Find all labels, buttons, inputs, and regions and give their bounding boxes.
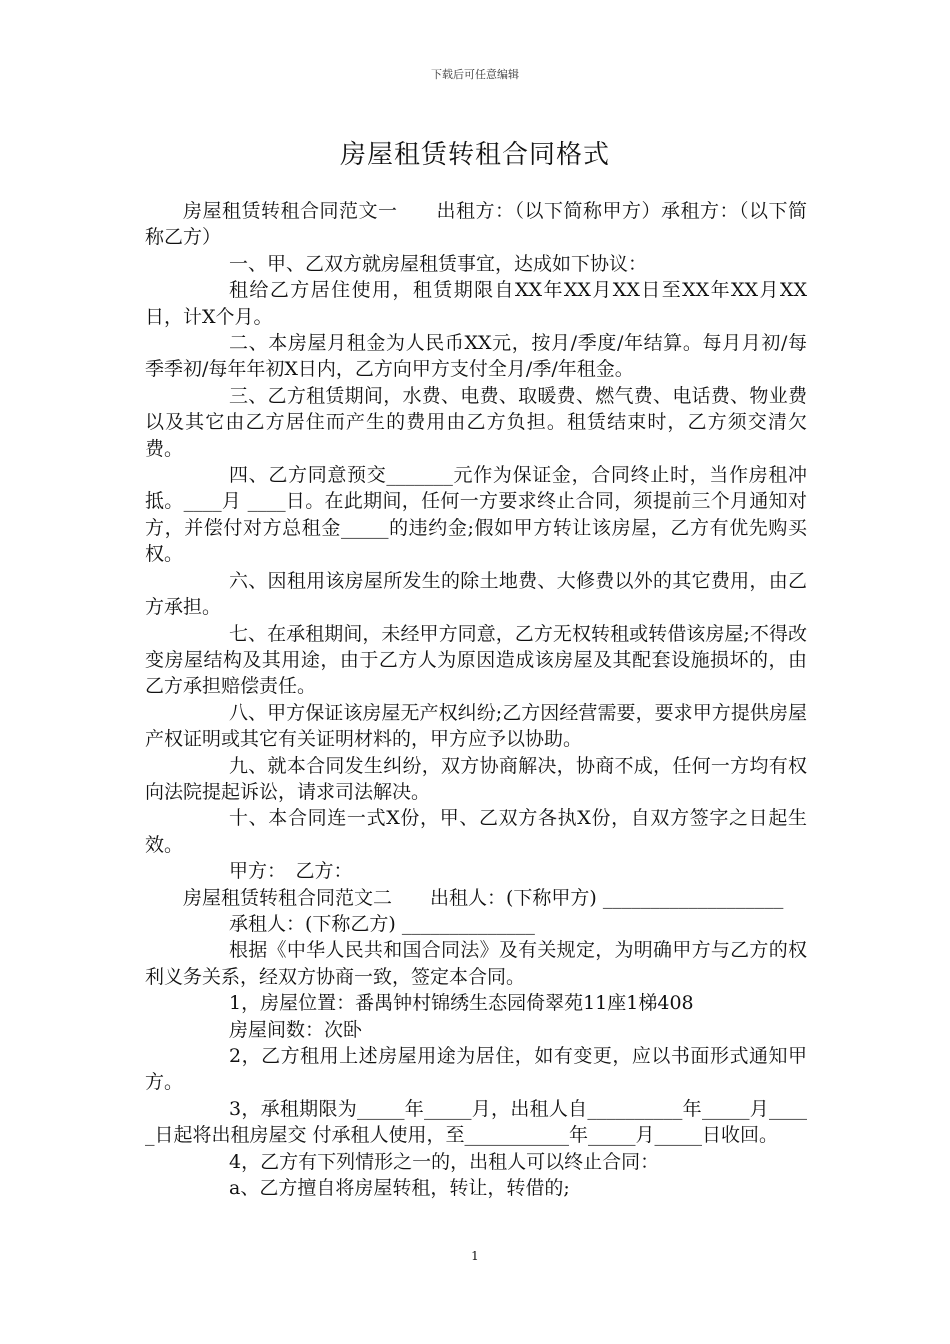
paragraph-sample-two-lessor: 房屋租赁转租合同范文二 出租人：(下称甲方) ___________________ bbox=[183, 886, 784, 909]
paragraph-item-3-term: 3，承租期限为_____年_____月，出租人自__________年_____月_____日起将出租房屋交 付承租人使用，至___________年_____月_____日收回。 bbox=[145, 1097, 807, 1147]
document-body bbox=[145, 198, 807, 1201]
page-number: 1 bbox=[471, 1249, 479, 1263]
paragraph-sample-one-parties: 房屋租赁转租合同范文一 出租方：（以下简称甲方）承租方：（以下简称乙方） bbox=[145, 200, 807, 249]
paragraph-item-4a: a、乙方擅自将房屋转租，转让，转借的; bbox=[229, 1177, 570, 1200]
paragraph-signatures: 甲方： 乙方： bbox=[229, 860, 353, 883]
paragraph-clause-2: 二、本房屋月租金为人民币XX元，按月/季度/年结算。每月月初/每季季初/每年年初X日内，乙方向甲方支付全月/季/年租金。 bbox=[145, 332, 807, 381]
paragraph-preamble: 根据《中华人民共和国合同法》及有关规定，为明确甲方与乙方的权利义务关系，经双方协商一致，签定本合同。 bbox=[145, 939, 807, 988]
paragraph-item-4-termination: 4，乙方有下列情形之一的，出租人可以终止合同： bbox=[229, 1150, 660, 1173]
paragraph-lease-term: 租给乙方居住使用，租赁期限自XX年XX月XX日至XX年XX月XX日，计X个月。 bbox=[145, 279, 807, 328]
paragraph-clause-1: 一、甲、乙双方就房屋租赁事宜，达成如下协议： bbox=[229, 252, 648, 275]
paragraph-clause-4: 四、乙方同意预交_______元作为保证金，合同终止时，当作房租冲抵。____月 ____日。在此期间，任何一方要求终止合同，须提前三个月通知对方，并偿付对方总租金_____的违约金;假如甲方转让该房屋，乙方有优先购买权。 bbox=[145, 464, 807, 566]
paragraph-lessee: 承租人：(下称乙方) ______________ bbox=[229, 912, 535, 935]
paragraph-clause-9: 九、就本合同发生纠纷，双方协商解决，协商不成，任何一方均有权向法院提起诉讼，请求司法解决。 bbox=[145, 754, 807, 803]
paragraph-clause-7: 七、在承租期间，未经甲方同意，乙方无权转租或转借该房屋;不得改变房屋结构及其用途，由于乙方人为原因造成该房屋及其配套设施损坏的，由乙方承担赔偿责任。 bbox=[145, 622, 807, 698]
paragraph-clause-10: 十、本合同连一式X份，甲、乙双方各执X份，自双方签字之日起生效。 bbox=[145, 807, 807, 856]
paragraph-clause-8: 八、甲方保证该房屋无产权纠纷;乙方因经营需要，要求甲方提供房屋产权证明或其它有关证明材料的，甲方应予以协助。 bbox=[145, 701, 807, 751]
paragraph-clause-3: 三、乙方租赁期间，水费、电费、取暖费、燃气费、电话费、物业费以及其它由乙方居住而产生的费用由乙方负担。租赁结束时，乙方须交清欠费。 bbox=[145, 384, 807, 460]
paragraph-item-2-usage: 2，乙方租用上述房屋用途为居住，如有变更，应以书面形式通知甲方。 bbox=[145, 1045, 807, 1094]
document-title: 房屋租赁转租合同格式 bbox=[339, 140, 610, 170]
page-header-note: 下载后可任意编辑 bbox=[431, 68, 519, 81]
paragraph-clause-6: 六、因租用该房屋所发生的除土地费、大修费以外的其它费用，由乙方承担。 bbox=[145, 569, 807, 619]
paragraph-item-1-location: 1，房屋位置：番禺钟村锦绣生态园倚翠苑11座1梯408 bbox=[229, 992, 694, 1015]
paragraph-room-count: 房屋间数：次卧 bbox=[229, 1018, 363, 1041]
